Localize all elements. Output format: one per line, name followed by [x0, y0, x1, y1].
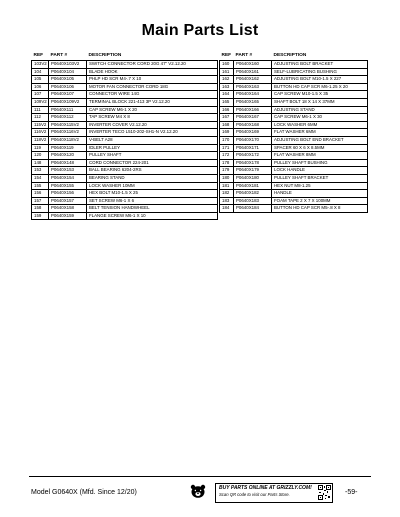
cell-description: BEARING STAND	[87, 174, 218, 182]
cell-part-number: P0640X160	[234, 61, 272, 69]
cell-description: FLANGE SCREW M6-1 X 10	[87, 212, 218, 220]
cell-description: INVERTER COVER V2.12.20	[87, 121, 218, 129]
table-row	[32, 159, 218, 167]
cell-ref: 170	[220, 136, 234, 144]
table-row	[32, 152, 218, 160]
table-row	[32, 106, 218, 114]
cell-description: LOCK WASHER 6MM	[272, 121, 368, 129]
cell-part-number: P0640X170	[234, 136, 272, 144]
table-row	[32, 136, 218, 144]
cell-description: CONNECTOR WIRE 14G	[87, 91, 218, 99]
cell-part-number: P0640X166	[234, 106, 272, 114]
cell-ref: 181	[220, 182, 234, 190]
cell-ref: 169	[220, 129, 234, 137]
cell-part-number: P0640X167	[234, 114, 272, 122]
cell-ref: 168	[220, 121, 234, 129]
cell-ref: 153	[32, 167, 49, 175]
cell-description: TAP SCREW M4 X 8	[87, 114, 218, 122]
cell-ref: 171	[220, 144, 234, 152]
qr-code-icon[interactable]	[318, 485, 331, 500]
cell-description: LOCK WASHER 10MM	[87, 182, 218, 190]
cell-description: BLADE HOOK	[87, 68, 218, 76]
cell-description: HEX NUT M8-1.25	[272, 182, 368, 190]
cell-ref: 156	[32, 190, 49, 198]
cell-part-number: P0640X115V2	[49, 121, 87, 129]
cell-ref: 155	[32, 182, 49, 190]
table-row	[220, 91, 368, 99]
parts-table-right	[219, 52, 368, 213]
cell-part-number: P0640X148	[49, 159, 87, 167]
table-row	[32, 121, 218, 129]
table-row	[32, 98, 218, 106]
table-row	[32, 91, 218, 99]
cell-description: SHAFT BOLT 18 X 14 X 37MM	[272, 98, 368, 106]
cell-description: SET SCREW M6-1 X 6	[87, 197, 218, 205]
table-row	[32, 182, 218, 190]
table-row	[220, 152, 368, 160]
cell-description: TERMINAL BLOCK 221-413 3P V2.12.20	[87, 98, 218, 106]
table-row	[220, 136, 368, 144]
cell-description: PULLEY SHAFT BUSHING	[272, 159, 368, 167]
cell-ref: 180	[220, 174, 234, 182]
cell-part-number: P0640X154	[49, 174, 87, 182]
cell-part-number: P0640X171	[234, 144, 272, 152]
cell-ref: 179	[220, 167, 234, 175]
cell-part-number: P0640X164	[234, 91, 272, 99]
table-row	[32, 174, 218, 182]
cell-ref: 167	[220, 114, 234, 122]
table-row	[32, 68, 218, 76]
cell-ref: 165	[220, 98, 234, 106]
cell-description: BALL BEARING 6204-2RS	[87, 167, 218, 175]
cell-ref: 112	[32, 114, 49, 122]
cell-part-number: P0640X155	[49, 182, 87, 190]
table-row	[32, 190, 218, 198]
cell-ref: 120	[32, 152, 49, 160]
table-row	[32, 83, 218, 91]
table-row	[32, 76, 218, 84]
cell-ref: 115V2	[32, 121, 49, 129]
table-row	[220, 106, 368, 114]
cell-part-number: P0640X157	[49, 197, 87, 205]
column-header-ref: REF	[220, 52, 234, 61]
table-row	[32, 212, 218, 220]
cell-part-number: P0640X105	[49, 76, 87, 84]
cell-ref: 184	[220, 205, 234, 213]
cell-description: HANDLE	[272, 190, 368, 198]
table-row	[220, 144, 368, 152]
cell-part-number: P0640X172	[234, 152, 272, 160]
table-header-row	[32, 52, 218, 61]
cell-ref: 154	[32, 174, 49, 182]
cell-ref: 104	[32, 68, 49, 76]
cell-part-number: P0640X183	[234, 197, 272, 205]
table-row	[220, 190, 368, 198]
cell-ref: 182	[220, 190, 234, 198]
cell-part-number: P0640X120	[49, 152, 87, 160]
cell-part-number: P0640X169	[234, 129, 272, 137]
column-header-description: DESCRIPTION	[272, 52, 368, 61]
table-row	[220, 61, 368, 69]
column-header-description: DESCRIPTION	[87, 52, 218, 61]
table-row	[220, 129, 368, 137]
cell-description: SELF-LUBRICATING BUSHING	[272, 68, 368, 76]
cell-part-number: P0640X159	[49, 212, 87, 220]
table-row	[220, 68, 368, 76]
cell-part-number: P0640X182	[234, 190, 272, 198]
cell-part-number: P0640X178	[234, 159, 272, 167]
cell-part-number: P0640X107	[49, 91, 87, 99]
cell-part-number: P0640X163	[234, 83, 272, 91]
table-row	[32, 197, 218, 205]
cell-part-number: P0640X156	[49, 190, 87, 198]
page-title: Main Parts List	[141, 22, 259, 39]
cell-ref: 166	[220, 106, 234, 114]
cell-part-number: P0640X168	[234, 121, 272, 129]
cell-description: CORD CONNECTOR 224-201	[87, 159, 218, 167]
cell-description: CAP SCREW M6-1 X 20	[87, 106, 218, 114]
table-row	[32, 129, 218, 137]
cell-description: MOTOR FAN CONNECTOR CORD 18G	[87, 83, 218, 91]
cell-ref: 111	[32, 106, 49, 114]
cell-ref: 163	[220, 83, 234, 91]
cell-description: HEX BOLT M10-1.5 X 25	[87, 190, 218, 198]
cell-part-number: P0640X153	[49, 167, 87, 175]
cell-description: IDLER PULLEY	[87, 144, 218, 152]
cell-description: PULLEY SHAFT BRACKET	[272, 174, 368, 182]
cell-description: PHLP HD SCR M4-.7 X 10	[87, 76, 218, 84]
table-row	[220, 159, 368, 167]
cell-ref: 178	[220, 159, 234, 167]
cell-part-number: P0640X118V2	[49, 136, 87, 144]
cell-description: CAP SCREW M6-1 X 30	[272, 114, 368, 122]
cell-description: LOCK HANDLE	[272, 167, 368, 175]
cell-description: FOAM TAPE 2 X 7 X 100MM	[272, 197, 368, 205]
cell-ref: 107	[32, 91, 49, 99]
cell-ref: 106	[32, 83, 49, 91]
cell-ref: 164	[220, 91, 234, 99]
table-row	[32, 144, 218, 152]
cell-ref: 119	[32, 144, 49, 152]
table-row	[220, 205, 368, 213]
cell-part-number: P0640X109V2	[49, 98, 87, 106]
page-number: -59-	[345, 489, 358, 496]
cell-part-number: P0640X104	[49, 68, 87, 76]
table-row	[220, 167, 368, 175]
cell-description: FLAT WASHER 6MM	[272, 129, 368, 137]
parts-store-box[interactable]	[215, 483, 333, 503]
table-row	[220, 197, 368, 205]
cell-description: BUTTON HD CAP SCR M6-1.25 X 20	[272, 83, 368, 91]
cell-part-number: P0640X112	[49, 114, 87, 122]
cell-description: SWITCH CONNECTOR CORD 20G 47" V2.12.20	[87, 61, 218, 69]
cell-part-number: P0640X106	[49, 83, 87, 91]
cell-part-number: P0640X180	[234, 174, 272, 182]
table-row	[32, 205, 218, 213]
cell-ref: 157	[32, 197, 49, 205]
cell-ref: 116V2	[32, 129, 49, 137]
column-header-part: PART #	[49, 52, 87, 61]
cell-ref: 118V2	[32, 136, 49, 144]
table-row	[220, 114, 368, 122]
grizzly-bear-logo-icon	[190, 484, 206, 498]
cell-description: CAP SCREW M10-1.5 X 35	[272, 91, 368, 99]
table-header-row	[220, 52, 368, 61]
column-header-part: PART #	[234, 52, 272, 61]
cell-part-number: P0640X162	[234, 76, 272, 84]
parts-table-left	[31, 52, 218, 220]
table-row	[220, 174, 368, 182]
cell-description: ADJUSTING BOLT END BRACKET	[272, 136, 368, 144]
cell-description: PULLEY SHAFT	[87, 152, 218, 160]
cell-ref: 183	[220, 197, 234, 205]
cell-part-number: P0640X165	[234, 98, 272, 106]
table-row	[220, 182, 368, 190]
cell-description: FLAT WASHER 8MM	[272, 152, 368, 160]
cell-description: INVERTER TECO L510-202-SH1-N V2.12.20	[87, 129, 218, 137]
cell-ref: 162	[220, 76, 234, 84]
cell-part-number: P0640X181	[234, 182, 272, 190]
cell-part-number: P0640X111	[49, 106, 87, 114]
table-row	[32, 61, 218, 69]
table-row	[32, 167, 218, 175]
column-header-ref: REF	[32, 52, 49, 61]
table-row	[220, 121, 368, 129]
cell-description: SPACER 60 X 6 X 8.5MM	[272, 144, 368, 152]
cell-ref: 148	[32, 159, 49, 167]
cell-description: V-BELT A28	[87, 136, 218, 144]
footer-model: Model G0640X (Mfd. Since 12/20)	[31, 489, 137, 496]
buy-parts-online-text: BUY PARTS ONLINE AT GRIZZLY.COM!	[219, 485, 312, 491]
cell-description: ADJUSTING STAND	[272, 106, 368, 114]
cell-ref: 159	[32, 212, 49, 220]
cell-ref: 172	[220, 152, 234, 160]
cell-ref: 103V2	[32, 61, 49, 69]
cell-part-number: P0640X179	[234, 167, 272, 175]
cell-ref: 158	[32, 205, 49, 213]
cell-ref: 160	[220, 61, 234, 69]
cell-ref: 109V2	[32, 98, 49, 106]
footer-divider	[29, 476, 371, 477]
cell-part-number: P0640X119	[49, 144, 87, 152]
cell-description: ADJUSTING BOLT BRACKET	[272, 61, 368, 69]
cell-description: BUTTON HD CAP SCR M5-.8 X 8	[272, 205, 368, 213]
cell-ref: 105	[32, 76, 49, 84]
cell-description: BELT TENSION HANDWHEEL	[87, 205, 218, 213]
table-row	[220, 76, 368, 84]
table-row	[220, 98, 368, 106]
table-row	[32, 114, 218, 122]
cell-part-number: P0640X116V2	[49, 129, 87, 137]
cell-ref: 161	[220, 68, 234, 76]
cell-description: ADJUSTING BOLT M10-1.5 X 227	[272, 76, 368, 84]
cell-part-number: P0640X161	[234, 68, 272, 76]
cell-part-number: P0640X184	[234, 205, 272, 213]
cell-part-number: P0640X158	[49, 205, 87, 213]
scan-qr-text: Scan QR code to visit our Parts Store.	[219, 492, 290, 497]
cell-part-number: P0640X103V2	[49, 61, 87, 69]
table-row	[220, 83, 368, 91]
